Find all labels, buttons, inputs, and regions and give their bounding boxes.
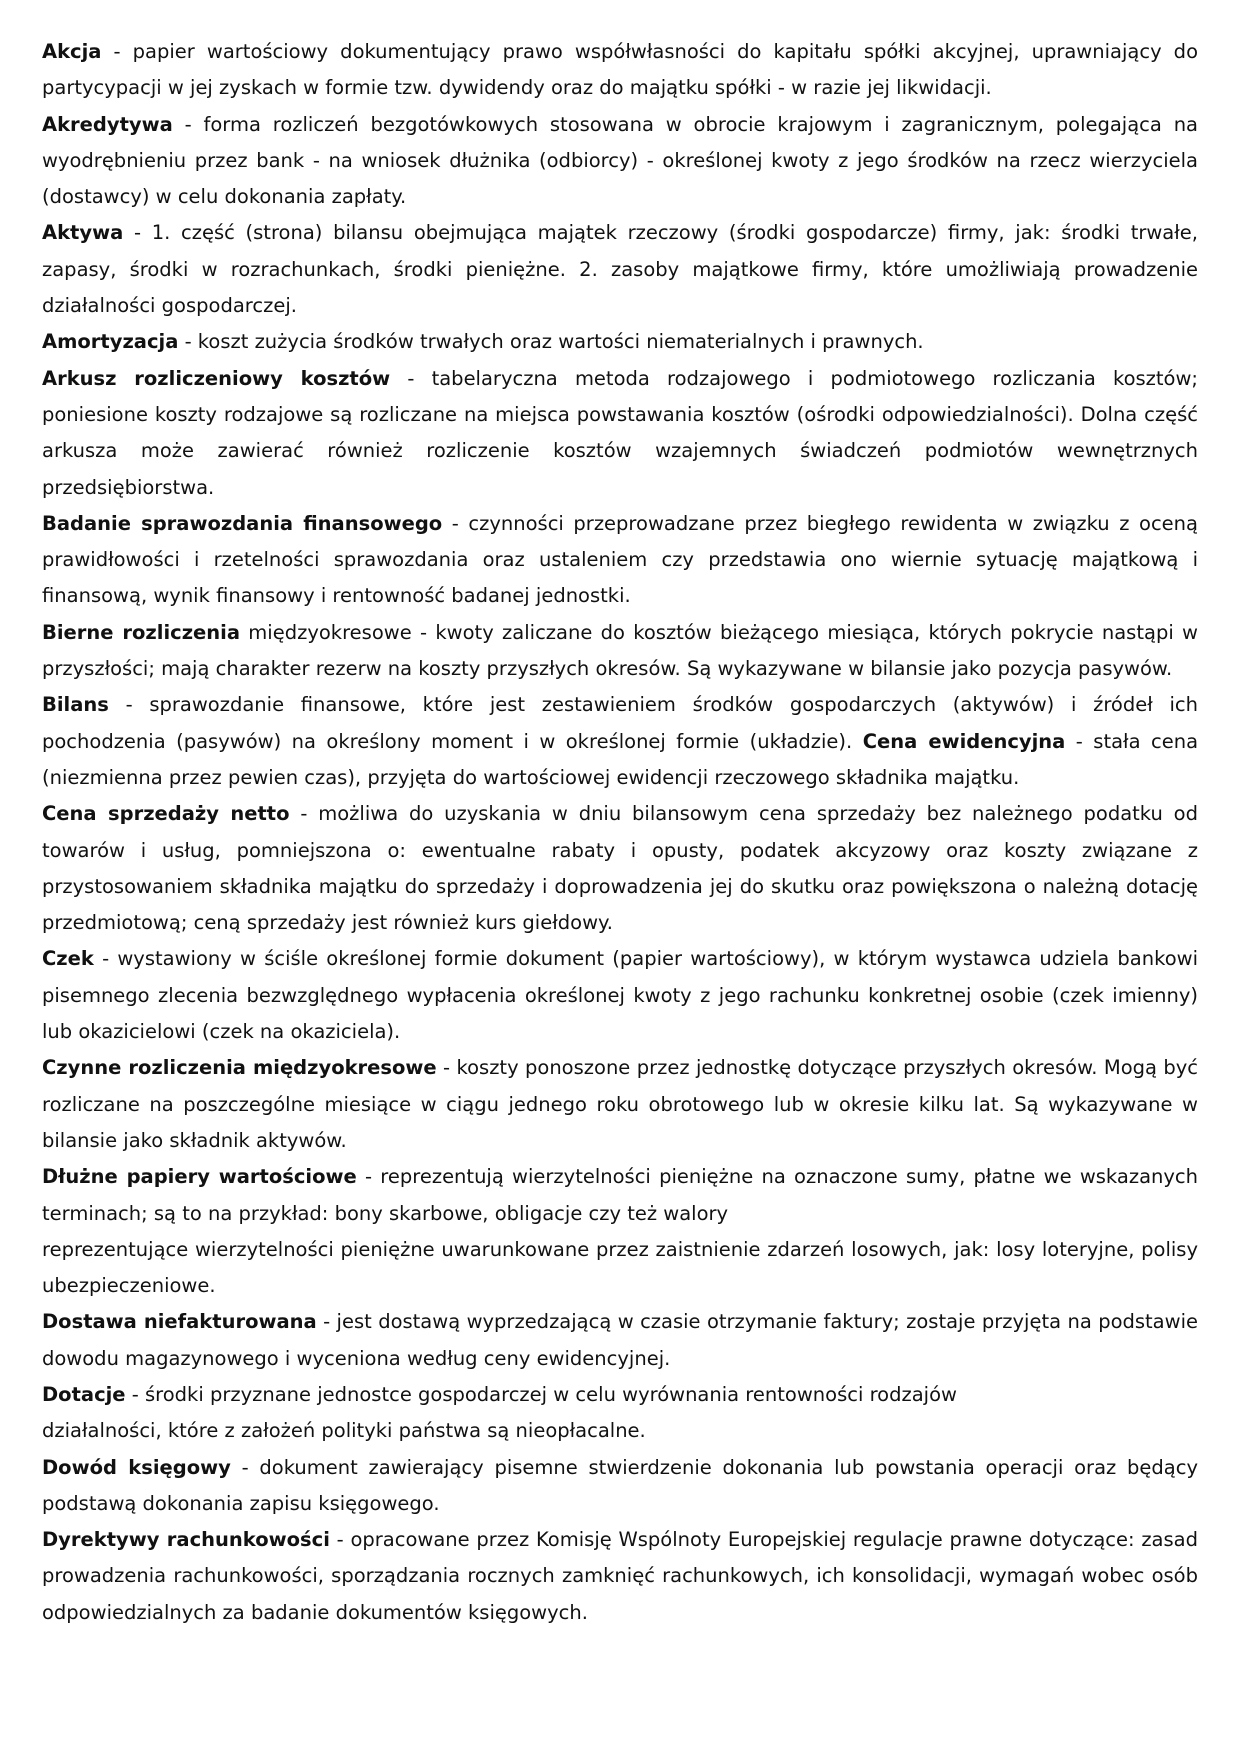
glossary-definition: - 1. część (strona) bilansu obejmująca majątek rzeczowy (środki gospodarcze) firmy, jak: środki trwałe, zapasy, środki w rozrachunkach, środki pieniężne. 2. zasoby majątkowe firmy, które umożliwiają prowadzenie działalności gospodarczej. [42,221,1198,318]
glossary-term: Czynne rozliczenia międzyokresowe [42,1056,437,1080]
glossary-term: Badanie sprawozdania finansowego [42,511,443,535]
glossary-definition: - dokument zawierający pisemne stwierdzenie dokonania lub powstania operacji oraz będący podstawą dokonania zapisu księgowego. [42,1455,1198,1515]
glossary-entry-akcja [42,34,1198,107]
glossary-term-cena-ewidencyjna: Cena ewidencyjna [862,729,1066,753]
glossary-entry-dyrektywy-rachunkowosci [42,1522,1198,1631]
glossary-term: Akcja [42,40,102,63]
glossary-term: Bilans [42,693,109,717]
glossary-term: Dłużne papiery wartościowe [42,1165,357,1189]
glossary-definition: - środki przyznane jednostce gospodarczej w celu wyrównania rentowności rodzajów [125,1382,957,1406]
glossary-entry-dotacje [42,1377,1198,1413]
glossary-term: Dotacje [42,1382,126,1406]
glossary-term: Aktywa [42,221,124,245]
glossary-entry-czynne-rozliczenia [42,1050,1198,1159]
glossary-entry-arkusz-rozliczeniowy-kosztow [42,361,1198,506]
glossary-entry-aktywa [42,215,1198,324]
glossary-entry-continuation [42,1232,1198,1305]
glossary-entry-badanie-sprawozdania-finansowego [42,506,1198,615]
glossary-term: Amortyzacja [42,330,179,354]
glossary-entry-bierne-rozliczenia [42,615,1198,688]
glossary-entry-akredytywa [42,107,1198,216]
glossary-entry-bilans [42,687,1198,796]
glossary-term: Czek [42,947,94,971]
glossary-term: Akredytywa [42,112,173,136]
glossary-definition: - sprawozdanie finansowe, które jest zestawieniem środków gospodarczych (aktywów) i źródeł ich pochodzenia (pasywów) na określony moment i w określonej formie (układzie). [42,693,1198,753]
glossary-definition-continuation: reprezentujące wierzytelności pieniężne uwarunkowane przez zaistnienie zdarzeń losowych, jak: losy loteryjne, polisy ubezpieczeniowe. [42,1237,1198,1298]
glossary-entry-czek [42,941,1198,1050]
glossary-definition-cena-ewidencyjna: - stała cena (niezmienna przez pewien czas), przyjęta do wartościowej ewidencji rzeczowego składnika majątku. [42,729,1199,789]
glossary-definition: - forma rozliczeń bezgotówkowych stosowana w obrocie krajowym i zagranicznym, polegająca na wyodrębnieniu przez bank - na wniosek dłużnika (odbiorcy) - określonej kwoty z jego środków na rzecz wierzyciela (dostawcy) w celu dokonania zapłaty. [42,112,1198,209]
glossary-definition: - koszt zużycia środków trwałych oraz wartości niematerialnych i prawnych. [178,330,924,354]
glossary-definition: - tabelaryczna metoda rodzajowego i podmiotowego rozliczania kosztów; poniesione koszty rodzajowe są rozliczane na miejsca powstawania kosztów (ośrodki odpowiedzialności). Dolna część arkusza może zawierać również rozliczenie kosztów wzajemnych świadczeń podmiotów wewnętrznych przedsiębiorstwa. [42,366,1198,499]
glossary-entry-cena-sprzedazy-netto [42,796,1198,941]
glossary-definition-continuation: działalności, które z założeń polityki państwa są nieopłacalne. [42,1419,646,1443]
glossary-definition: - papier wartościowy dokumentujący prawo współwłasności do kapitału spółki akcyjnej, uprawniający do partycypacji w jej zyskach w formie tzw. dywidendy oraz do majątku spółki - w razie jej likwidacji. [42,40,1198,100]
glossary-definition: międzyokresowe - kwoty zaliczane do kosztów bieżącego miesiąca, których pokrycie nastąpi w przyszłości; mają charakter rezerw na koszty przyszłych okresów. Są wykazywane w bilansie jako pozycja pasywów. [42,620,1198,681]
glossary-term: Dowód księgowy [42,1455,231,1479]
glossary-entry-amortyzacja [42,324,1198,360]
glossary-definition: - jest dostawą wyprzedzającą w czasie otrzymanie faktury; zostaje przyjęta na podstawie dowodu magazynowego i wyceniona według ceny ewidencyjnej. [42,1310,1198,1370]
glossary-page [42,34,1198,1631]
glossary-definition: - możliwa do uzyskania w dniu bilansowym cena sprzedaży bez należnego podatku od towarów i usług, pomniejszona o: ewentualne rabaty i opusty, podatek akcyzowy oraz koszty związane z przystosowaniem składnika majątku do sprzedaży i doprowadzenia jej do skutku oraz powiększona o należną dotację przedmiotową; ceną sprzedaży jest również kurs giełdowy. [42,802,1198,935]
glossary-definition: - wystawiony w ściśle określonej formie dokument (papier wartościowy), w którym wystawca udziela bankowi pisemnego zlecenia bezwzględnego wypłacenia określonej kwoty z jego rachunku konkretnej osobie (czek imienny) lub okazicielowi (czek na okaziciela). [42,947,1198,1044]
glossary-term: Dostawa niefakturowana [42,1310,317,1334]
glossary-entry-continuation [42,1413,1198,1449]
glossary-entry-dowod-ksiegowy [42,1450,1198,1523]
glossary-term: Arkusz rozliczeniowy kosztów [42,366,391,390]
glossary-definition: - koszty ponoszone przez jednostkę dotyczące przyszłych okresów. Mogą być rozliczane na poszczególne miesiące w ciągu jednego roku obrotowego lub w okresie kilku lat. Są wykazywane w bilansie jako składnik aktywów. [42,1056,1198,1152]
glossary-definition: - reprezentują wierzytelności pieniężne na oznaczone sumy, płatne we wskazanych terminach; są to na przykład: bony skarbowe, obligacje czy też walory [42,1165,1198,1225]
glossary-definition: - opracowane przez Komisję Wspólnoty Europejskiej regulacje prawne dotyczące: zasad prowadzenia rachunkowości, sporządzania rocznych zamknięć rachunkowych, ich konsolidacji, wymagań wobec osób odpowiedzialnych za badanie dokumentów księgowych. [42,1528,1198,1624]
glossary-term: Dyrektywy rachunkowości [42,1528,330,1552]
glossary-entry-dostawa-niefakturowana [42,1304,1198,1377]
glossary-definition: - czynności przeprowadzane przez biegłego rewidenta w związku z oceną prawidłowości i rzetelności sprawozdania oraz ustaleniem czy przedstawia ono wiernie sytuację majątkową i finansową, wynik finansowy i rentowność badanej jednostki. [42,511,1198,608]
glossary-term: Bierne rozliczenia [42,620,240,644]
glossary-term: Cena sprzedaży netto [42,802,290,826]
glossary-entry-dluzne-papiery-wartosciowe [42,1159,1198,1232]
